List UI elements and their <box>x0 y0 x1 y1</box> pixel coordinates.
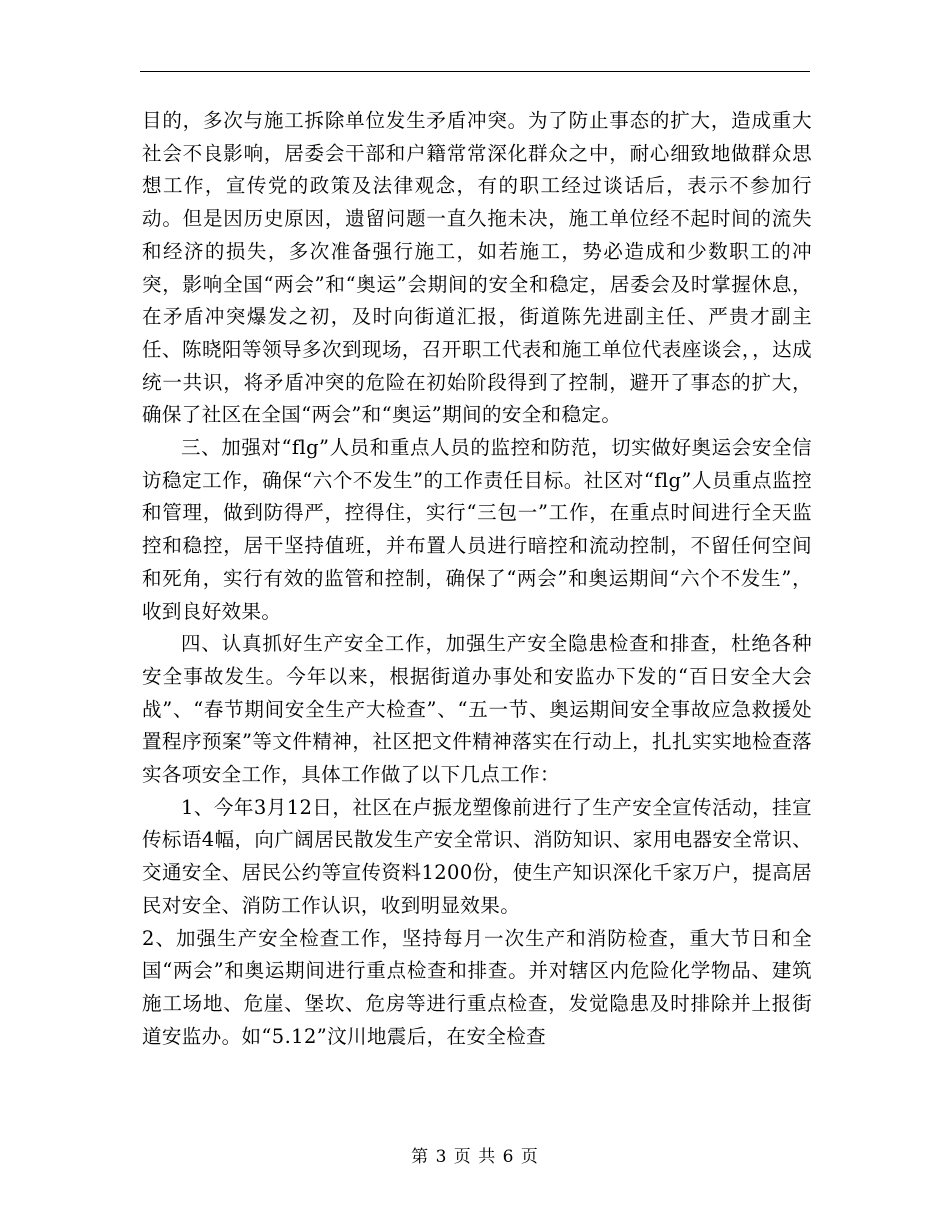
paragraph-continuation: 目的，多次与施工拆除单位发生矛盾冲突。为了防止事态的扩大，造成重大社会不良影响，居委会干部和户籍常常深化群众之中，耐心细致地做群众思想工作，宣传党的政策及法律观念，有的职工经过谈话后，表示不参加行动。但是因历史原因，遗留问题一直久拖未决，施工单位经不起时间的流失和经济的损失，多次准备强行施工，如若施工，势必造成和少数职工的冲突，影响全国“两会”和“奥运”会期间的安全和稳定，居委会及时掌握休息，在矛盾冲突爆发之初，及时向街道汇报，街道陈先进副主任、严贵才副主任、陈晓阳等领导多次到现场，召开职工代表和施工单位代表座谈会，，达成统一共识，将矛盾冲突的危险在初始阶段得到了控制，避开了事态的扩大，确保了社区在全国“两会”和“奥运”期间的安全和稳定。 <box>142 109 812 427</box>
paragraph-section-four: 四、认真抓好生产安全工作，加强生产安全隐患检查和排查，杜绝各种安全事故发生。今年以来，根据街道办事处和安监办下发的“百日安全大会战”、“春节期间安全生产大检查”、“五一节、奥运期间安全事故应急救援处置程序预案”等文件精神，社区把文件精神落实在行动上，扎扎实实地检查落实各项安全工作，具体工作做了以下几点工作： <box>142 632 812 787</box>
paragraph-item-two: 2、加强生产安全检查工作，坚持每月一次生产和消防检查，重大节日和全国“两会”和奥运期间进行重点检查和排查。并对辖区内危险化学物品、建筑施工场地、危崖、堡坎、危房等进行重点检查，发觉隐患及时排除并上报街道安监办。如“5.12”汶川地震后，在安全检查 <box>142 926 812 1048</box>
document-body <box>142 105 812 1053</box>
paragraph-item-one: 1、今年3月12日，社区在卢振龙塑像前进行了生产安全宣传活动，挂宣传标语4幅，向广阔居民散发生产安全常识、消防知识、家用电器安全常识、交通安全、居民公约等宣传资料1200份，使生产知识深化千家万户，提高居民对安全、消防工作认识，收到明显效果。 <box>142 795 812 917</box>
page-footer: 第 3 页 共 6 页 <box>411 1147 539 1167</box>
header-rule <box>140 71 810 72</box>
paragraph-section-three: 三、加强对“flg”人员和重点人员的监控和防范，切实做好奥运会安全信访稳定工作，确保“六个不发生”的工作责任目标。社区对“flg”人员重点监控和管理，做到防得严，控得住，实行“三包一”工作，在重点时间进行全天监控和稳控，居干坚持值班，并布置人员进行暗控和流动控制，不留任何空间和死角，实行有效的监管和控制，确保了“两会”和奥运期间“六个不发生”，收到良好效果。 <box>142 436 812 623</box>
